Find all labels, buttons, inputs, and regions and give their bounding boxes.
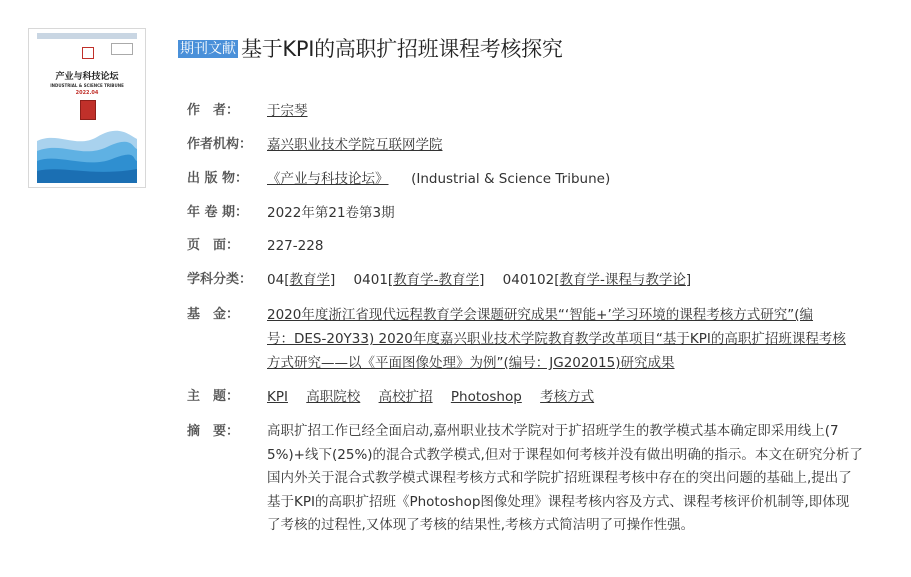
subject-link[interactable]: 教育学 — [289, 272, 330, 288]
article-title: 基于KPI的高职扩招班课程考核探究 — [241, 37, 563, 61]
journal-cover-art — [37, 33, 137, 183]
keyword-link[interactable]: 高校扩招 — [378, 389, 433, 405]
abstract-line: 高职扩招工作已经全面启动,嘉州职业技术学院对于扩招班学生的教学模式基本确定即采用线上(7 — [267, 423, 839, 439]
abstract-text — [267, 420, 863, 538]
abstract-line: 基于KPI的高职扩招班《Photoshop图像处理》课程考核内容及方式、课程考核评价机制等,即体现 — [267, 493, 850, 510]
cover-wave-art — [37, 123, 137, 183]
cover-issue: 2022.04 — [75, 90, 99, 96]
journal-cover[interactable] — [28, 28, 146, 188]
year-label: 年 卷 期： — [187, 205, 249, 220]
subject-link[interactable]: 教育学-课程与教学论 — [559, 272, 686, 288]
subject-label: 学科分类： — [187, 272, 253, 287]
article-title-row — [178, 34, 563, 64]
pages-label: 页 面： — [187, 238, 240, 253]
cover-seal-icon — [82, 47, 94, 59]
author-label: 作 者： — [187, 103, 240, 118]
keyword-link[interactable]: Photoshop — [450, 389, 522, 405]
abstract-line: 5%)+线下(25%)的混合式教学模式,但对于课程如何考核并没有做出明确的指示。本文在研究分析了 — [267, 446, 863, 463]
keyword-link[interactable]: KPI — [267, 389, 288, 405]
org-link[interactable]: 嘉兴职业技术学院互联网学院 — [267, 137, 443, 153]
subject-code: 04 — [267, 272, 285, 288]
publication-label: 出 版 物： — [187, 171, 249, 186]
abstract-line: 了考核的过程性,又体现了考核的结果性,考核方式简洁明了可操作性强。 — [267, 517, 695, 533]
author-link[interactable]: 于宗琴 — [267, 103, 308, 119]
cover-info-box — [111, 43, 133, 55]
keyword-link[interactable]: 高职院校 — [306, 389, 361, 405]
pages-value: 227-228 — [267, 238, 324, 254]
subject-code: 040102 — [502, 272, 555, 288]
publication-en: (Industrial & Science Tribune) — [411, 171, 611, 187]
abstract-line: 国内外关于混合式教学模式课程考核方式和学院扩招班课程考核中存在的突出问题的基础上,提出了 — [267, 470, 852, 486]
org-label: 作者机构： — [187, 137, 253, 152]
subject-code: 0401 — [353, 272, 388, 288]
fund-link[interactable]: 方式研究——以《平面图像处理》为例”(编号：JG202015)研究成果 — [267, 355, 675, 371]
cover-red-seal-icon — [80, 100, 96, 120]
keyword-link[interactable]: 考核方式 — [540, 389, 595, 405]
fund-link[interactable]: 号：DES-20Y33) 2020年度嘉兴职业技术学院教育教学改革项目“基于KPI的高职扩招班课程考核 — [267, 331, 846, 347]
publication-link[interactable]: 《产业与科技论坛》 — [267, 171, 389, 187]
fund-link[interactable]: 2020年度浙江省现代远程教育学会课题研究成果“‘智能+’学习环境的课程考核方式研究”(编 — [267, 307, 814, 323]
doc-type-badge: 期刊文献 — [180, 41, 236, 57]
cover-journal-name: 产业与科技论坛 — [55, 72, 119, 82]
subject-link[interactable]: 教育学-教育学 — [393, 272, 480, 288]
cover-top-band — [37, 33, 137, 39]
fund-label: 基 金： — [187, 307, 240, 322]
cover-journal-en: INDUSTRIAL & SCIENCE TRIBUNE — [50, 83, 124, 88]
keywords-label: 主 题： — [187, 389, 240, 404]
year-value: 2022年第21卷第3期 — [267, 205, 395, 221]
abstract-label: 摘 要： — [187, 424, 240, 439]
